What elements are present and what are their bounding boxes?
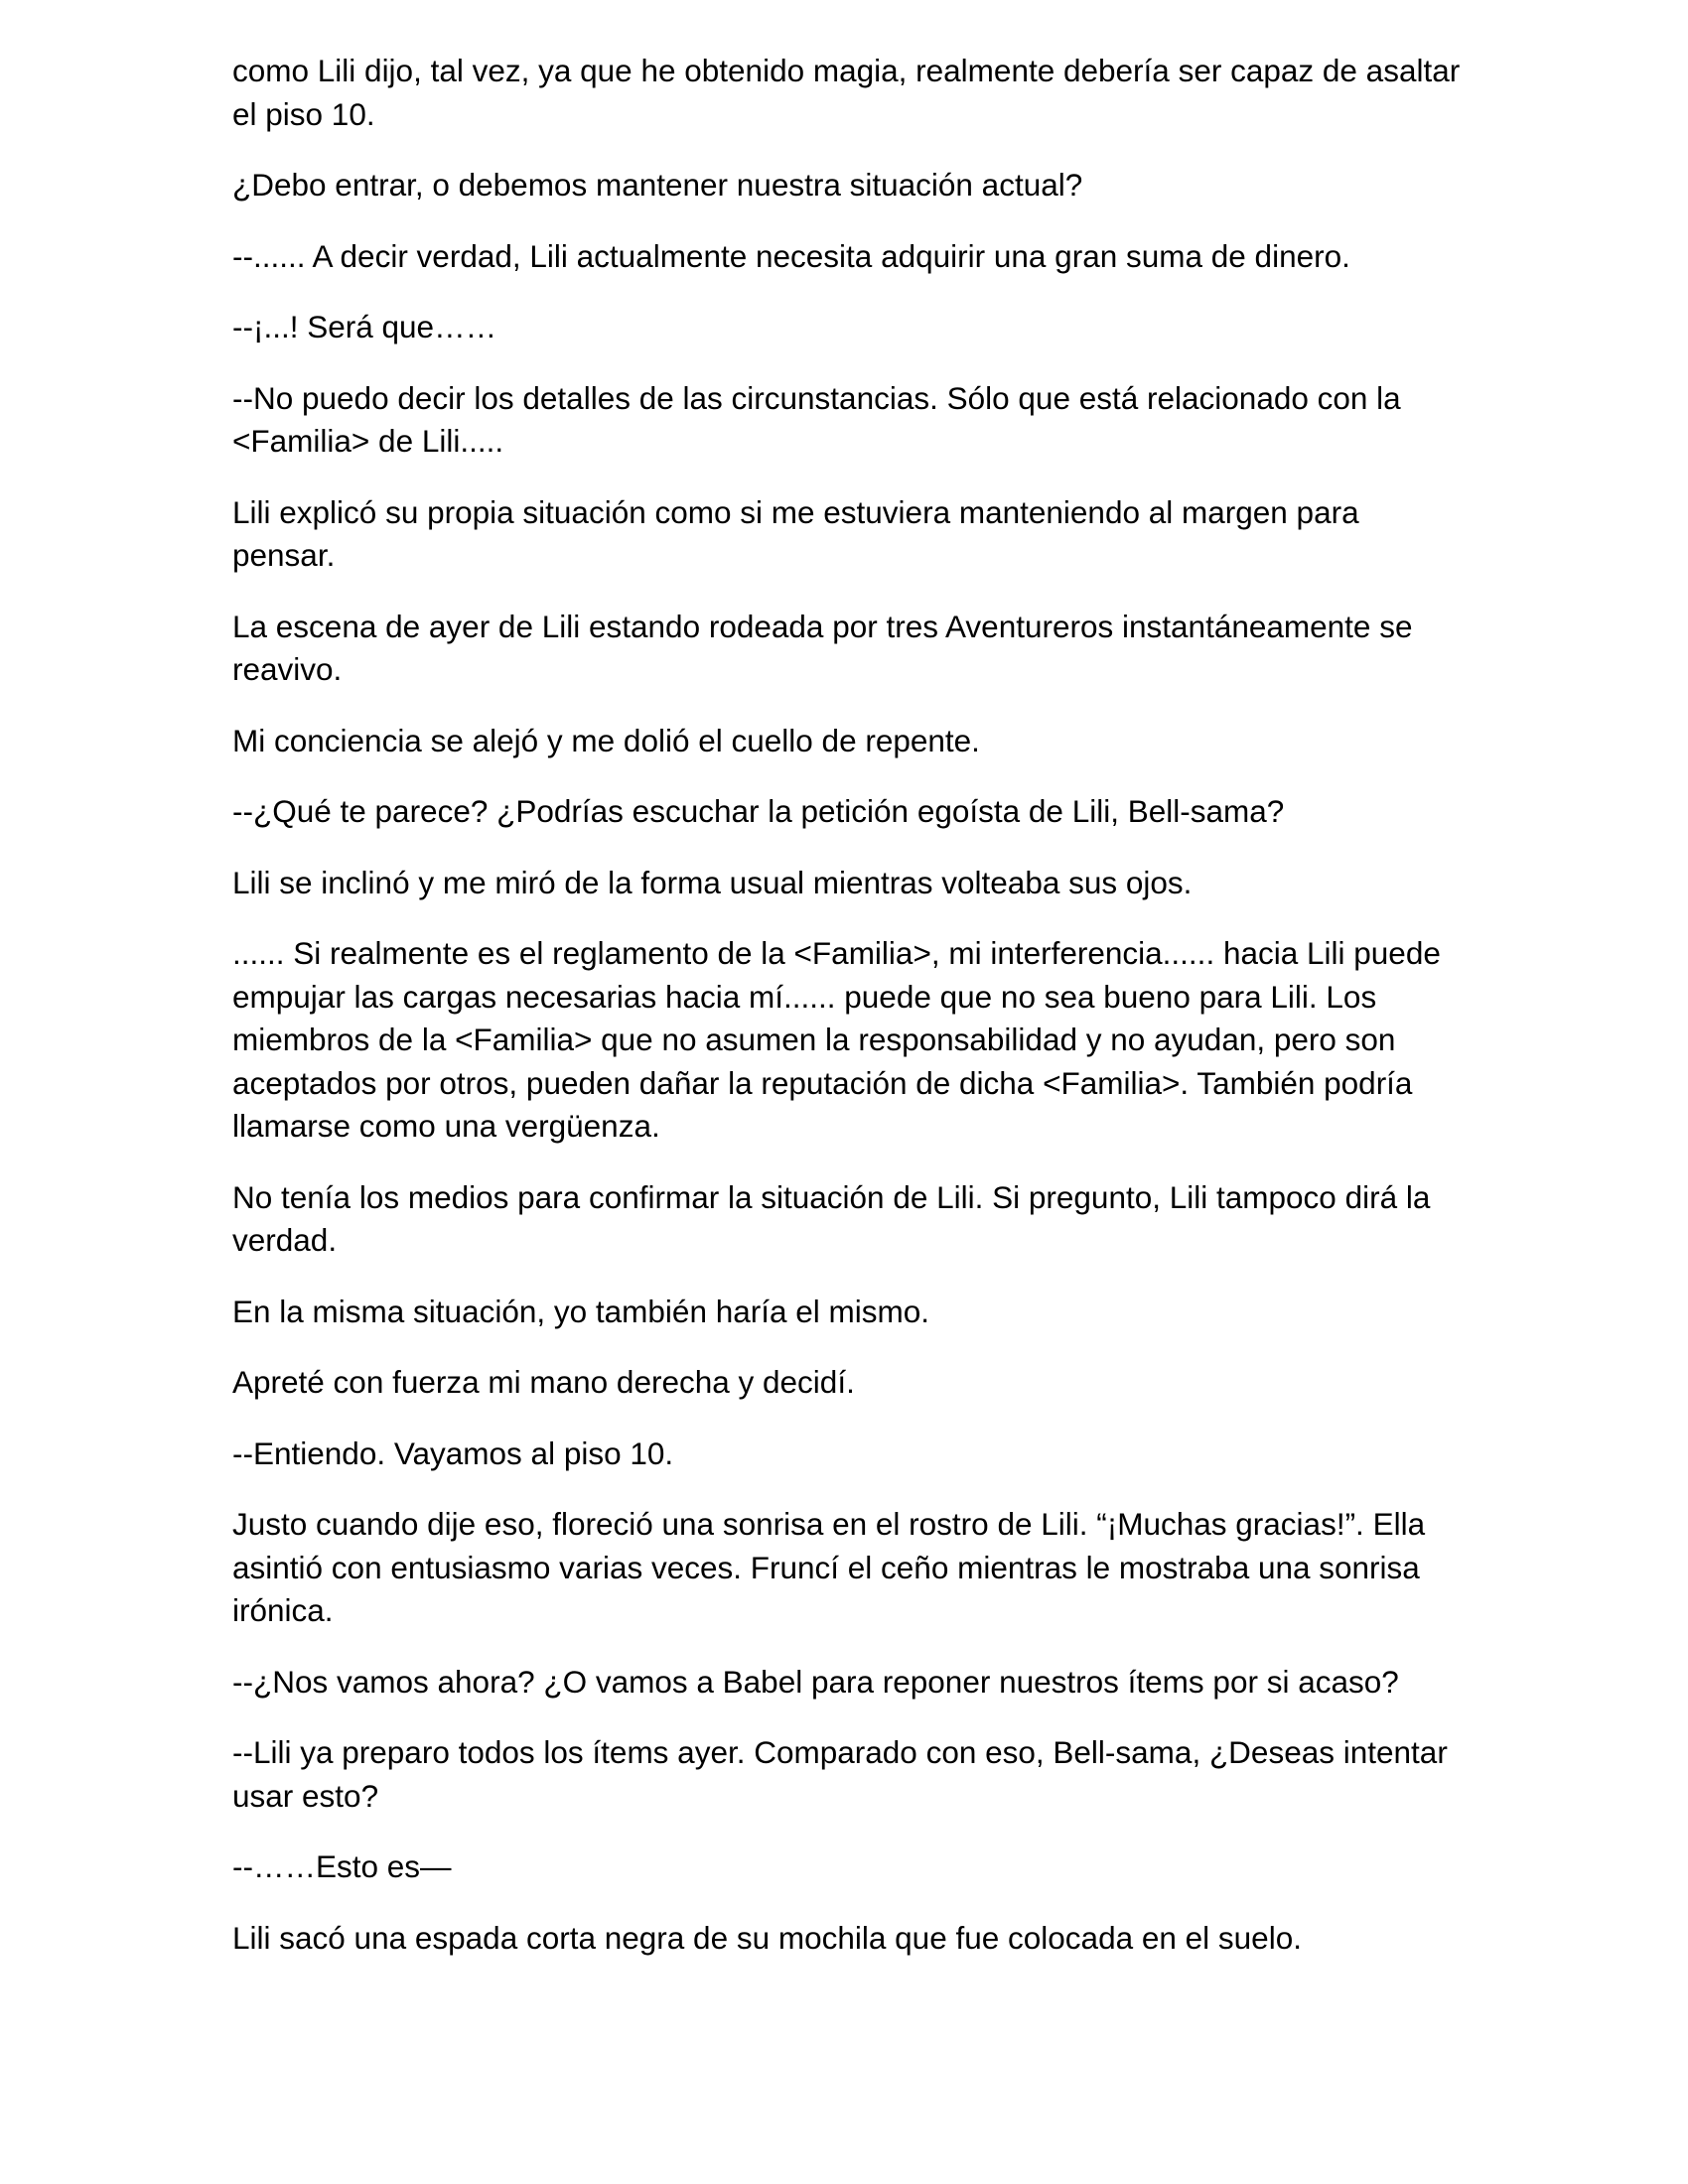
- paragraph-7: La escena de ayer de Lili estando rodeada por tres Aventureros instantáneamente se reavivo.: [232, 608, 1413, 687]
- paragraph-5: --No puedo decir los detalles de las circunstancias. Sólo que está relacionado con la <Familia> de Lili.....: [232, 379, 1401, 459]
- paragraph-1: como Lili dijo, tal vez, ya que he obtenido magia, realmente debería ser capaz de asaltar el piso 10.: [232, 53, 1461, 132]
- paragraph-4: --¡...! Será que……: [232, 309, 497, 344]
- paragraph-10: Lili se inclinó y me miró de la forma usual mientras volteaba sus ojos.: [232, 864, 1193, 900]
- paragraph-12: No tenía los medios para confirmar la situación de Lili. Si pregunto, Lili tampoco dirá la verdad.: [232, 1178, 1431, 1258]
- paragraph-15: --Entiendo. Vayamos al piso 10.: [232, 1434, 674, 1471]
- paragraph-2: ¿Debo entrar, o debemos mantener nuestra situación actual?: [232, 167, 1083, 203]
- paragraph-11: ...... Si realmente es el reglamento de la <Familia>, mi interferencia...... hacia Lili puede empujar las cargas necesarias hacia mí...... puede que no sea bueno para Lili. Los miembros de la <Familia> que no asumen la responsabilidad y no ayudan, pero son aceptados por otros, pueden dañar la reputación de dicha <Familia>. También podría llamarse como una vergüenza.: [232, 935, 1441, 1144]
- paragraph-6: Lili explicó su propia situación como si me estuviera manteniendo al margen para pensar.: [232, 493, 1359, 573]
- document-page: [232, 50, 1464, 1987]
- paragraph-19: --……Esto es—: [232, 1848, 452, 1884]
- paragraph-14: Apreté con fuerza mi mano derecha y decidí.: [232, 1364, 855, 1400]
- paragraph-13: En la misma situación, yo también haría el mismo.: [232, 1293, 930, 1329]
- paragraph-20: Lili sacó una espada corta negra de su mochila que fue colocada en el suelo.: [232, 1919, 1302, 1956]
- paragraph-9: --¿Qué te parece? ¿Podrías escuchar la petición egoísta de Lili, Bell-sama?: [232, 793, 1285, 829]
- paragraph-8: Mi conciencia se alejó y me dolió el cuello de repente.: [232, 722, 980, 758]
- paragraph-17: --¿Nos vamos ahora? ¿O vamos a Babel para reponer nuestros ítems por si acaso?: [232, 1663, 1399, 1700]
- paragraph-3: --...... A decir verdad, Lili actualmente necesita adquirir una gran suma de dinero.: [232, 237, 1350, 274]
- paragraph-16: Justo cuando dije eso, floreció una sonrisa en el rostro de Lili. “¡Muchas gracias!”. Ella asintió con entusiasmo varias veces. Fruncí el ceño mientras le mostraba una sonrisa irónica.: [232, 1506, 1426, 1628]
- paragraph-18: --Lili ya preparo todos los ítems ayer. Comparado con eso, Bell-sama, ¿Deseas intentar usar esto?: [232, 1734, 1448, 1814]
